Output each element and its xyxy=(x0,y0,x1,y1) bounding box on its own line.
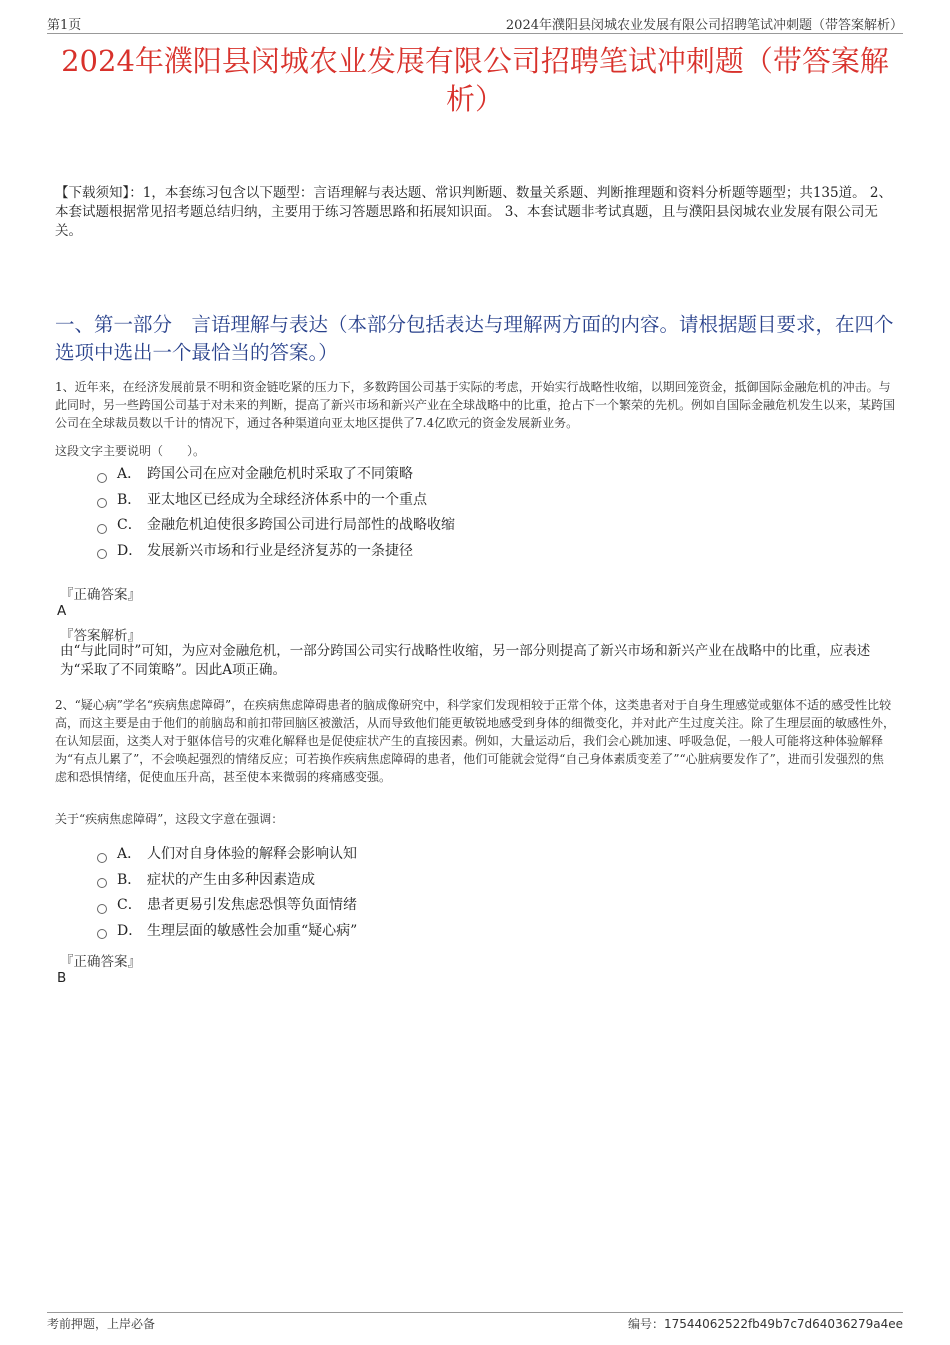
radio-icon[interactable] xyxy=(97,878,107,888)
question-1-prompt: 这段文字主要说明（ ）。 xyxy=(55,444,206,458)
option-letter: A． xyxy=(117,846,142,863)
header-divider xyxy=(47,33,903,34)
page-number: 第1页 xyxy=(47,18,82,33)
option-text: 金融危机迫使很多跨国公司进行局部性的战略收缩 xyxy=(147,517,455,534)
option-letter: B． xyxy=(117,871,142,888)
document-code-label: 编号： xyxy=(627,1317,664,1331)
option-a[interactable] xyxy=(97,842,357,868)
footer-divider xyxy=(47,1312,903,1313)
correct-answer: A xyxy=(57,603,67,619)
question-2-prompt: 关于“疾病焦虑障碍”，这段文字意在强调： xyxy=(55,812,284,826)
radio-icon[interactable] xyxy=(97,524,107,534)
question-1-stem: 1、近年来，在经济发展前景不明和资金链吃紧的压力下，多数跨国公司基于实际的考虑，开始实行战略性收缩，以期回笼资金，抵御国际金融危机的冲击。与此同时，另一些跨国公司基于对未来的判断，提高了新兴市场和新兴产业在全球战略中的比重，抢占下一个繁荣的先机。例如自国际金融危机发生以来，某跨国公司在全球裁员数以千计的情况下，通过各种渠道向亚太地区提供了7.4亿欧元的资金发展新业务。 xyxy=(55,380,896,430)
correct-answer-label: 『正确答案』 xyxy=(60,587,141,603)
option-c[interactable] xyxy=(97,893,357,919)
analysis-label: 『答案解析』 xyxy=(60,628,141,644)
option-letter: C． xyxy=(117,517,142,534)
correct-answer-label: 『正确答案』 xyxy=(60,954,141,970)
radio-icon[interactable] xyxy=(97,473,107,483)
running-header-title: 2024年濮阳县闵城农业发展有限公司招聘笔试冲刺题（带答案解析） xyxy=(505,18,903,33)
download-notice: 【下载须知】：1，本套练习包含以下题型：言语理解与表达题、常识判断题、数量关系题、判断推理题和资料分析题等题型；共135道。 2、本套试题根据常见招考题总结归纳，主要用于练习答题思路和拓展知识面。 3、本套试题非考试真题，且与濮阳县闵城农业发展有限公司无关。 xyxy=(55,185,892,239)
option-text: 患者更易引发焦虑恐惧等负面情绪 xyxy=(147,897,357,914)
question-2-options xyxy=(97,842,357,944)
answer-analysis: 由“与此同时”可知，为应对金融危机，一部分跨国公司实行战略性收缩，另一部分则提高了新兴市场和新兴产业在战略中的比重，应表述为“采取了不同策略”。因此A项正确。 xyxy=(60,643,871,678)
option-text: 生理层面的敏感性会加重“疑心病” xyxy=(147,922,358,939)
option-letter: A． xyxy=(117,466,142,483)
option-a[interactable] xyxy=(97,462,455,488)
section-heading: 一、第一部分 言语理解与表达（本部分包括表达与理解两方面的内容。请根据题目要求，在四个选项中选出一个最恰当的答案。） xyxy=(55,313,894,364)
option-text: 发展新兴市场和行业是经济复苏的一条捷径 xyxy=(147,542,413,559)
question-1-options xyxy=(97,462,455,564)
option-d[interactable] xyxy=(97,539,455,565)
option-b[interactable] xyxy=(97,488,455,514)
option-letter: D． xyxy=(117,922,143,939)
option-c[interactable] xyxy=(97,513,455,539)
footer-slogan: 考前押题，上岸必备 xyxy=(47,1317,156,1331)
option-text: 跨国公司在应对金融危机时采取了不同策略 xyxy=(147,466,413,483)
document-code xyxy=(628,1315,903,1332)
option-text: 人们对自身体验的解释会影响认知 xyxy=(147,846,357,863)
option-letter: C． xyxy=(117,897,142,914)
question-2-stem: 2、“疑心病”学名“疾病焦虑障碍”，在疾病焦虑障碍患者的脑成像研究中，科学家们发现相较于正常个体，这类患者对于自身生理感觉或躯体不适的感受性比较高，而这主要是由于他们的前脑岛和前扣带回脑区被激活，从而导致他们能更敏锐地感受到身体的细微变化，并对此产生过度关注。除了生理层面的敏感性外，在认知层面，这类人对于躯体信号的灾难化解释也是促使症状产生的直接因素。例如，大量运动后，我们会心跳加速、呼吸急促，一般人可能将这种体验解释为“有点儿累了”，不会唤起强烈的情绪反应；可若换作疾病焦虑障碍的患者，他们可能就会觉得“自己身体素质变差了”“心脏病要发作了”，进而引发强烈的焦虑和恐惧情绪，促使血压升高，甚至使本来微弱的疼痛感变强。 xyxy=(55,698,896,784)
option-letter: D． xyxy=(117,542,143,559)
correct-answer: B xyxy=(57,970,67,986)
option-letter: B． xyxy=(117,491,142,508)
option-text: 亚太地区已经成为全球经济体系中的一个重点 xyxy=(147,491,427,508)
option-b[interactable] xyxy=(97,868,357,894)
radio-icon[interactable] xyxy=(97,853,107,863)
radio-icon[interactable] xyxy=(97,549,107,559)
option-text: 症状的产生由多种因素造成 xyxy=(147,871,315,888)
radio-icon[interactable] xyxy=(97,904,107,914)
document-title: 2024年濮阳县闵城农业发展有限公司招聘笔试冲刺题（带答案解析） xyxy=(61,44,889,116)
document-code-value: 17544062522fb49b7c7d64036279a4ee xyxy=(663,1317,903,1331)
option-d[interactable] xyxy=(97,919,357,945)
radio-icon[interactable] xyxy=(97,498,107,508)
radio-icon[interactable] xyxy=(97,929,107,939)
